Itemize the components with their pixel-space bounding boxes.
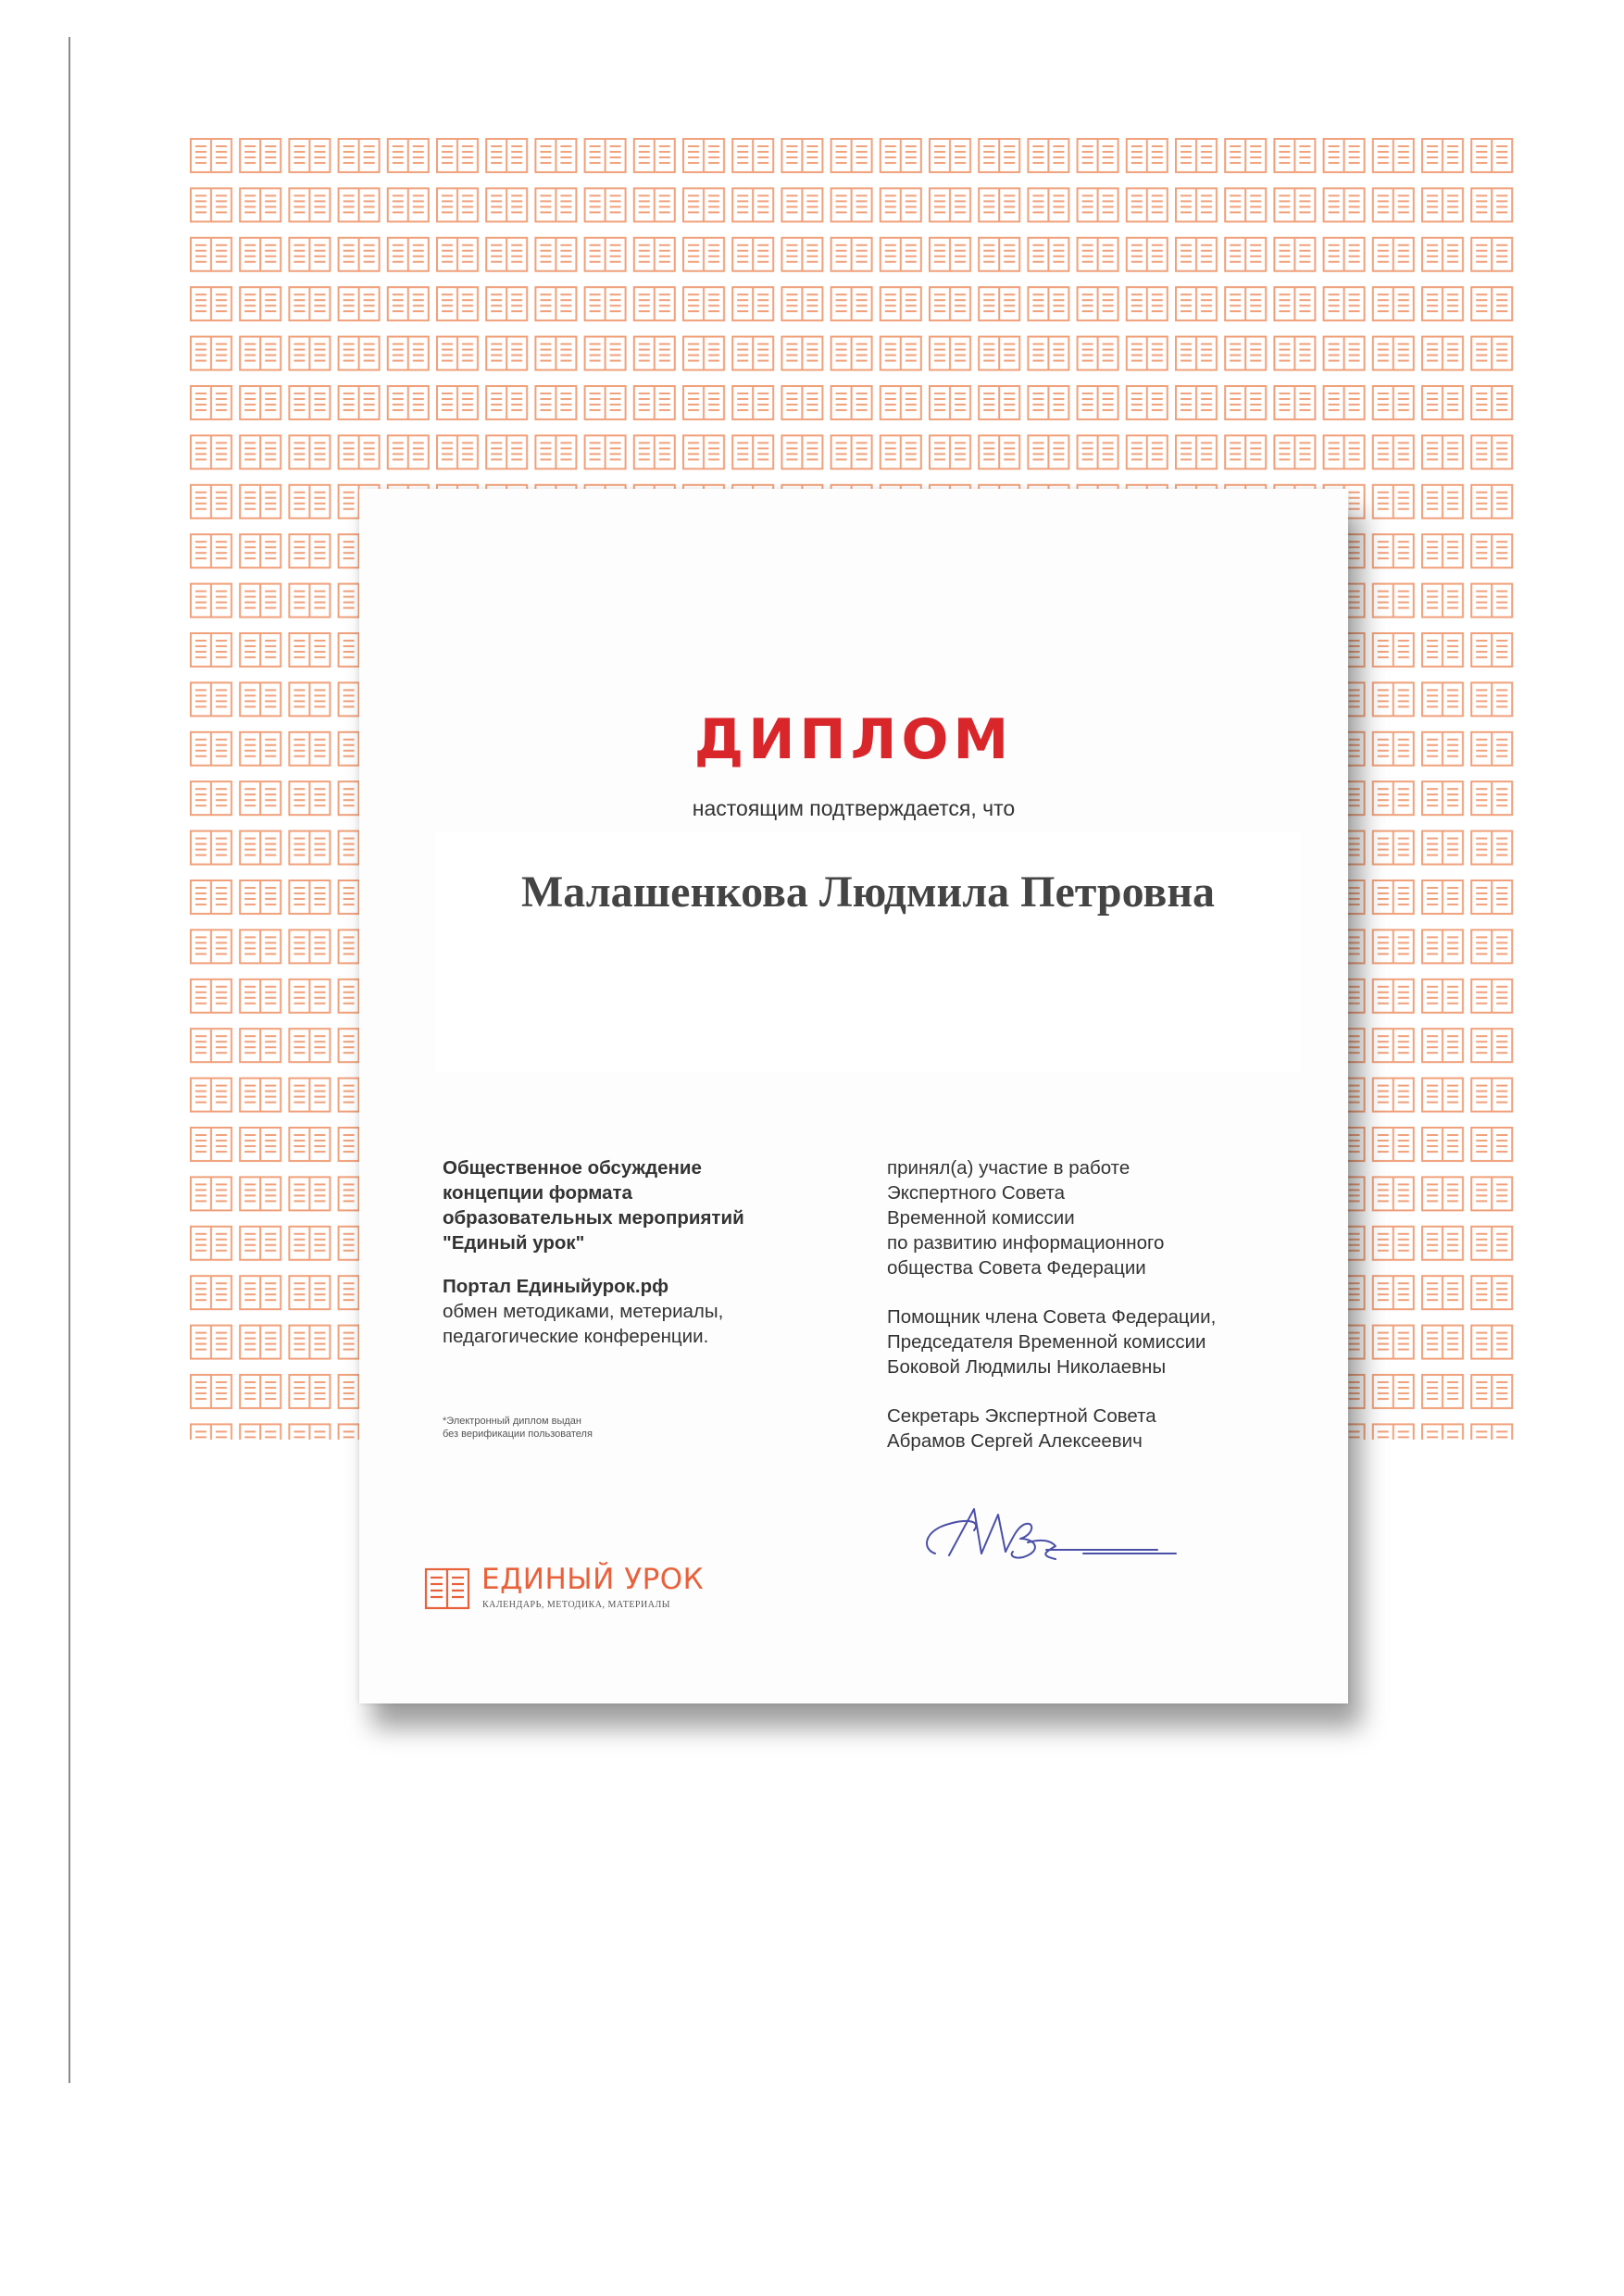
event-line: "Единый урок" (443, 1232, 585, 1254)
event-description (443, 1155, 831, 1349)
page-margin-line (69, 37, 70, 2083)
portal-line: обмен методиками, метериалы, (443, 1301, 724, 1322)
secretary-line: Секретарь Экспертной Совета (887, 1405, 1156, 1427)
logo-subtitle: КАЛЕНДАРЬ, МЕТОДИКА, МАТЕРИАЛЫ (482, 1600, 670, 1610)
participation-line: принял(а) участие в работе (887, 1157, 1131, 1179)
footnote (443, 1415, 720, 1441)
assistant-line: Боковой Людмилы Николаевны (887, 1356, 1167, 1378)
participation-line: Временной комиссии (887, 1207, 1075, 1229)
diploma-subtitle: настоящим подтверждается, что (692, 796, 1016, 820)
edinyi-urok-logo (424, 1563, 794, 1618)
participation-line: Экспертного Совета (887, 1182, 1066, 1204)
recipient-name: Малашенкова Людмила Петровна (520, 867, 1216, 917)
logo-title: ЕДИНЫЙ УРОК (481, 1563, 705, 1596)
secretary-line: Абрамов Сергей Алексеевич (887, 1430, 1143, 1452)
participation-block (887, 1155, 1313, 1454)
participation-line: общества Совета Федерации (887, 1257, 1146, 1279)
diploma-card (359, 489, 1348, 1703)
diploma-title: ДИПЛОМ (693, 707, 1014, 772)
portal-title: Портал Единыйурок.рф (443, 1276, 669, 1297)
participation-line: по развитию информационного (887, 1232, 1165, 1254)
footnote-line: без верификации пользователя (443, 1429, 593, 1440)
event-line: Общественное обсуждение (443, 1157, 702, 1179)
portal-line: педагогические конференции. (443, 1326, 709, 1347)
assistant-line: Помощник члена Совета Федерации, (887, 1306, 1217, 1328)
handwritten-signature (917, 1498, 1185, 1581)
open-book-icon (424, 1566, 470, 1616)
assistant-line: Председателя Временной комиссии (887, 1331, 1206, 1353)
event-line: образовательных мероприятий (443, 1207, 744, 1229)
footnote-line: *Электронный диплом выдан (443, 1416, 581, 1427)
recipient-name-box (435, 831, 1301, 1072)
event-line: концепции формата (443, 1182, 632, 1204)
